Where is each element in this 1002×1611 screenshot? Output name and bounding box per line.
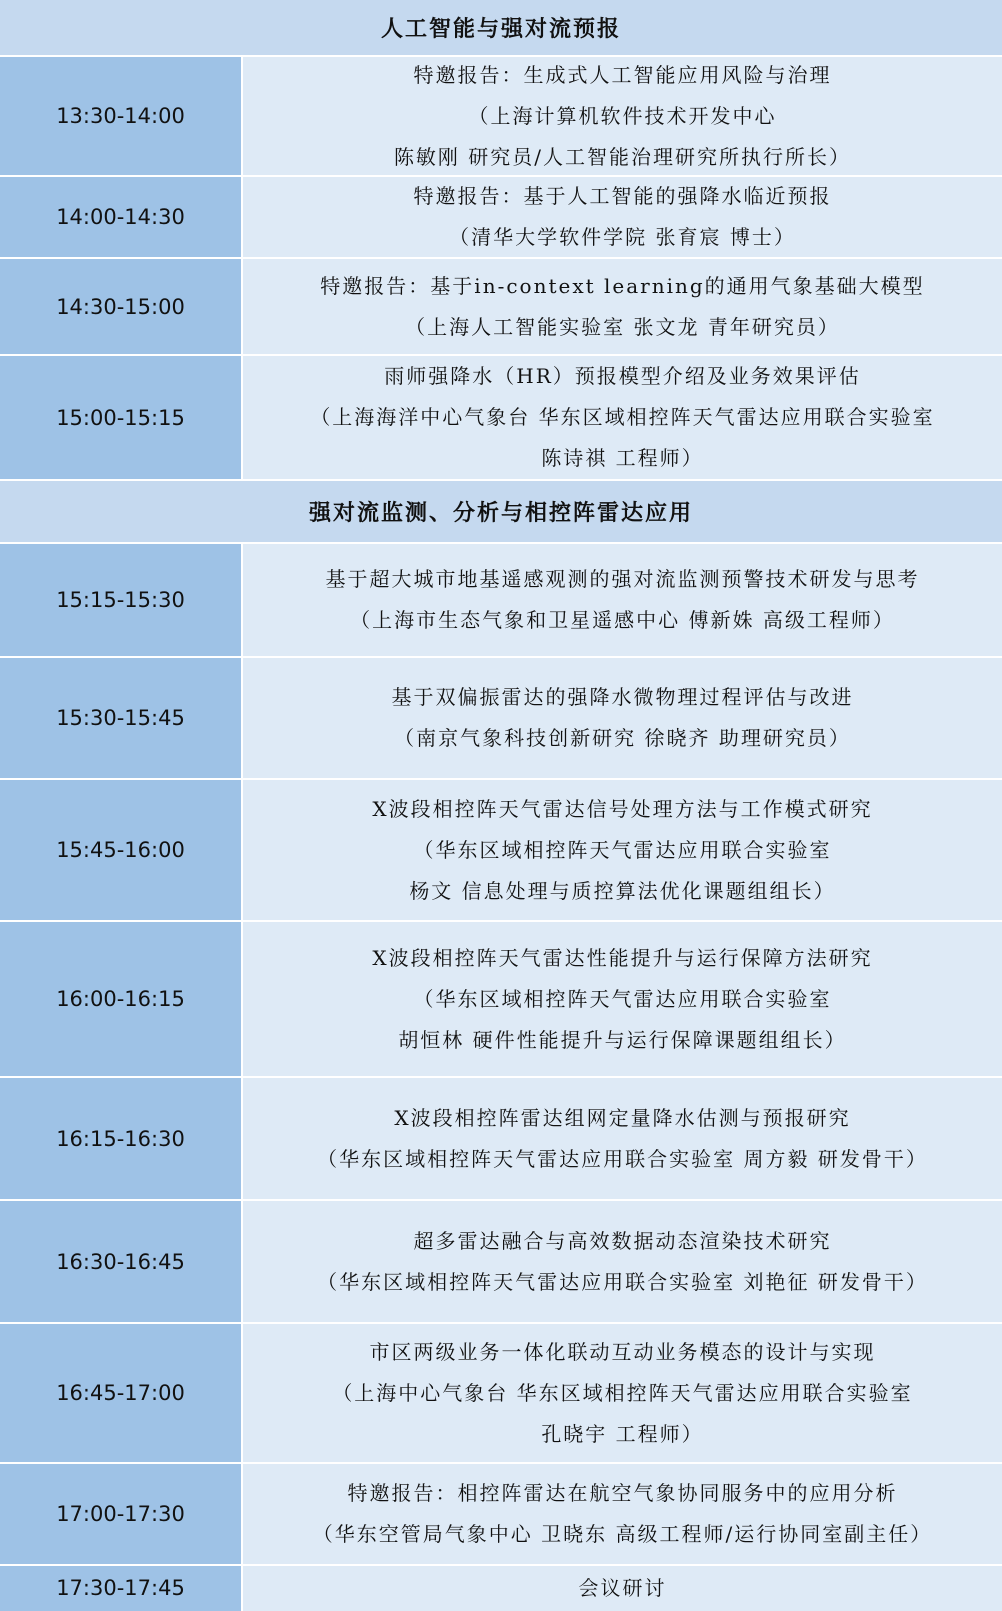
session-content [243,780,1002,920]
time-cell: 16:00-16:15 [0,922,243,1075]
session-content [243,922,1002,1075]
session-title: 雨师强降水（HR）预报模型介绍及业务效果评估 [384,364,861,389]
time-cell: 14:30-15:00 [0,259,243,354]
speaker-affiliation: （清华大学软件学院 张育宸 博士） [449,225,796,249]
speaker-affiliation: （上海中心气象台 华东区域相控阵天气雷达应用联合实验室 [332,1380,913,1405]
session-row [0,1078,1002,1202]
session-title: X波段相控阵雷达组网定量降水估测与预报研究 [394,1105,851,1130]
session-title: 基于超大城市地基遥感观测的强对流监测预警技术研发与思考 [325,567,920,592]
time-cell: 15:45-16:00 [0,780,243,920]
speaker-affiliation: （华东区域相控阵天气雷达应用联合实验室 刘艳征 研发骨干） [317,1269,928,1294]
speaker-affiliation: （上海市生态气象和卫星遥感中心 傅新姝 高级工程师） [350,608,895,633]
session-row [0,780,1002,922]
session-content [243,1324,1002,1462]
session-row [0,1464,1002,1566]
session-row [0,1201,1002,1324]
session-row [0,922,1002,1077]
session-title: 市区两级业务一体化联动互动业务模态的设计与实现 [369,1339,876,1364]
speaker-affiliation: （上海人工智能实验室 张文龙 青年研究员） [405,314,840,339]
session-content [243,544,1002,656]
session-content [243,1078,1002,1200]
section-header: 人工智能与强对流预报 [0,0,1002,57]
speaker-name: 孔晓宇 工程师） [541,1421,704,1446]
time-cell: 16:15-16:30 [0,1078,243,1200]
session-title: 特邀报告：基于in-context learning的通用气象基础大模型 [320,273,925,298]
time-cell: 15:00-15:15 [0,356,243,479]
time-cell: 16:30-16:45 [0,1201,243,1322]
session-row [0,259,1002,356]
speaker-affiliation: （上海海洋中心气象台 华东区域相控阵天气雷达应用联合实验室 [310,405,935,430]
session-content [243,57,1002,175]
speaker-affiliation: （华东空管局气象中心 卫晓东 高级工程师/运行协同室副主任） [312,1521,933,1546]
session-row [0,1324,1002,1464]
time-cell: 16:45-17:00 [0,1324,243,1462]
session-title: 基于双偏振雷达的强降水微物理过程评估与改进 [391,685,854,710]
speaker-affiliation: （华东区域相控阵天气雷达应用联合实验室 [413,986,832,1011]
time-cell: 14:00-14:30 [0,177,243,257]
session-row [0,356,1002,481]
session-title: 特邀报告：生成式人工智能应用风险与治理 [413,62,832,87]
session-title: 特邀报告：基于人工智能的强降水临近预报 [413,184,832,208]
session-title: X波段相控阵天气雷达性能提升与运行保障方法研究 [372,945,873,970]
speaker-name: 胡恒林 硬件性能提升与运行保障课题组组长） [398,1027,847,1052]
session-content [243,356,1002,479]
speaker-affiliation: （南京气象科技创新研究 徐晓齐 助理研究员） [394,726,851,751]
time-cell: 17:00-17:30 [0,1464,243,1564]
speaker-name: 陈敏刚 研究员/人工智能治理研究所执行所长） [393,144,852,169]
session-row [0,1566,1002,1611]
session-title: 超多雷达融合与高效数据动态渲染技术研究 [413,1228,832,1253]
session-content [243,177,1002,257]
time-cell: 13:30-14:00 [0,57,243,175]
speaker-name: 陈诗祺 工程师） [541,446,704,471]
speaker-affiliation: （华东区域相控阵天气雷达应用联合实验室 周方毅 研发骨干） [317,1146,928,1171]
time-cell: 17:30-17:45 [0,1566,243,1611]
section-header: 强对流监测、分析与相控阵雷达应用 [0,481,1002,544]
session-content [243,1566,1002,1611]
session-content [243,259,1002,354]
speaker-affiliation: （华东区域相控阵天气雷达应用联合实验室 [413,837,832,862]
session-row [0,177,1002,259]
session-content [243,1201,1002,1322]
time-cell: 15:30-15:45 [0,658,243,778]
session-title: X波段相控阵天气雷达信号处理方法与工作模式研究 [372,796,873,821]
session-row [0,544,1002,658]
session-title: 特邀报告：相控阵雷达在航空气象协同服务中的应用分析 [347,1480,898,1505]
session-content [243,658,1002,778]
session-title: 会议研讨 [578,1575,667,1600]
speaker-affiliation: （上海计算机软件技术开发中心 [468,103,777,128]
speaker-name: 杨文 信息处理与质控算法优化课题组组长） [409,878,836,903]
session-content [243,1464,1002,1564]
session-row [0,658,1002,780]
session-row [0,57,1002,177]
time-cell: 15:15-15:30 [0,544,243,656]
